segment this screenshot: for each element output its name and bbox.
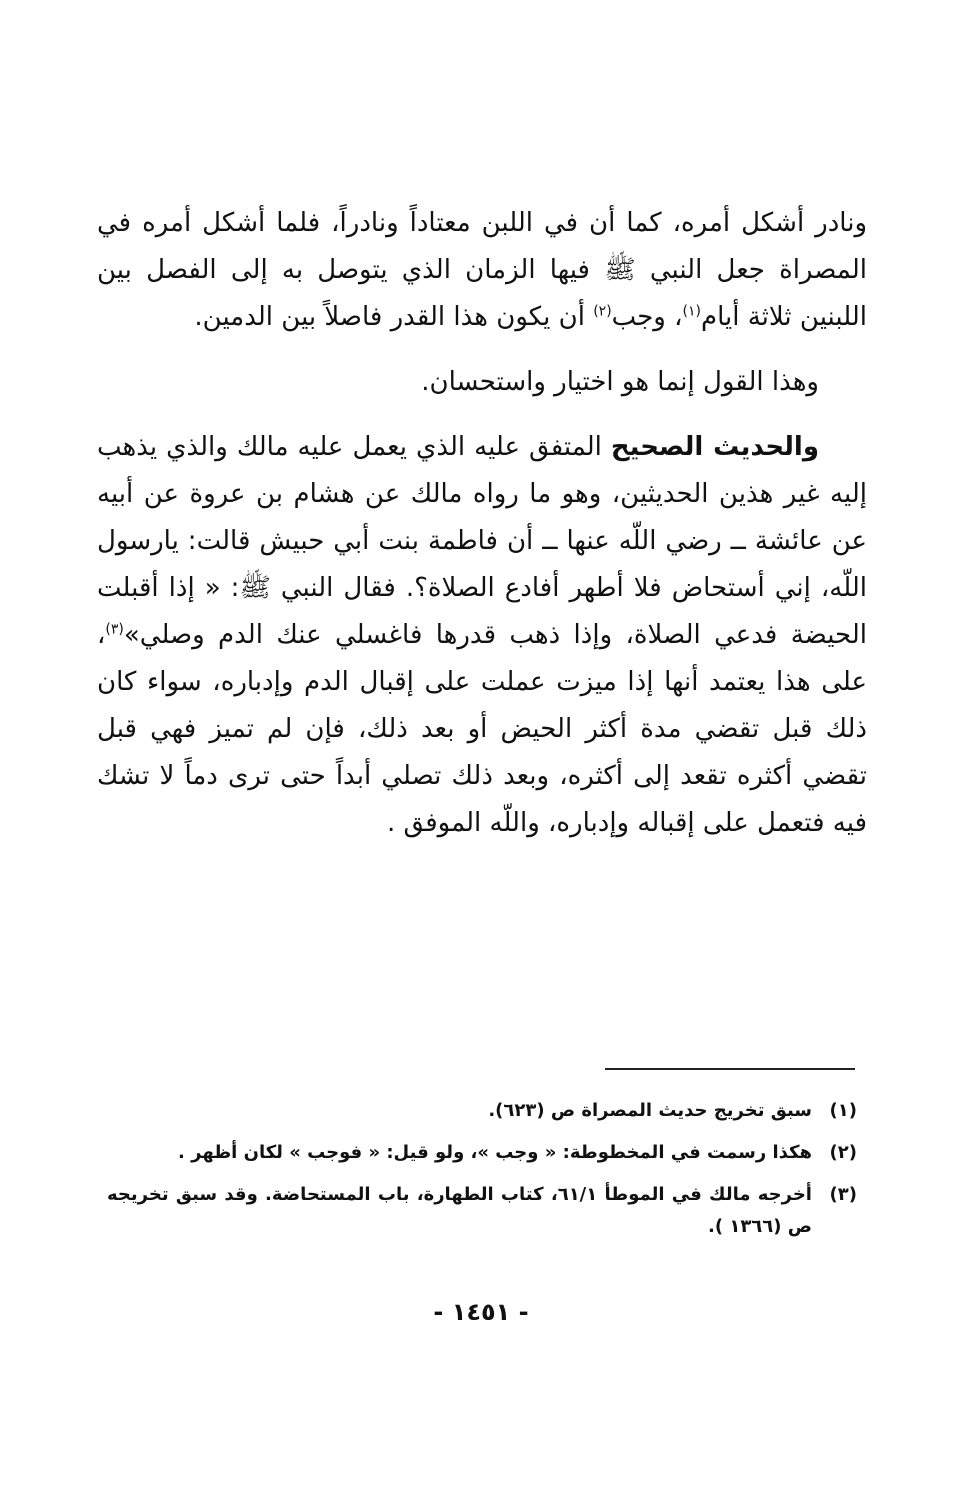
paragraph-1-mid: ، وجب bbox=[611, 302, 683, 332]
paragraph-3-text: المتفق عليه الذي يعمل عليه مالك والذي يذهب إليه غير هذين الحديثين، وهو ما رواه مالك عن هشام بن عروة عن أبيه عن عائشة ــ رضي اللّه عنها ــ أن فاطمة بنت أبي حبيش قالت: يارسول اللّه، إني أستحاض فلا أطهر أفادع الصلاة؟. فقال النبي ﷺ: « إذا أقبلت الحيضة فدعي الصلاة، وإذا ذهب قدرها فاغسلي عنك الدم وصلي» bbox=[97, 432, 867, 650]
paragraph-2 bbox=[97, 359, 867, 406]
footnote-ref-1: (١) bbox=[682, 303, 701, 320]
footnote-text: أخرجه مالك في الموطأ ٦١/١، كتاب الطهارة، باب المستحاضة. وقد سبق تخريجه ص (١٣٦٦ ). bbox=[107, 1184, 812, 1237]
paragraph-1-end: أن يكون هذا القدر فاصلاً بين الدمين. bbox=[194, 302, 594, 332]
footnote-number: (١) bbox=[829, 1100, 857, 1121]
paragraph-1 bbox=[97, 200, 867, 341]
main-text bbox=[97, 200, 867, 865]
footnote-text: هكذا رسمت في المخطوطة: « وجب »، ولو قيل: « فوجب » لكان أظهر . bbox=[178, 1142, 812, 1163]
footnote-number: (٣) bbox=[829, 1184, 857, 1205]
footnote-ref-3: (٣) bbox=[105, 621, 124, 638]
footnotes bbox=[107, 1095, 857, 1253]
footnote-number: (٢) bbox=[829, 1142, 857, 1163]
paragraph-2-text: وهذا القول إنما هو اختيار واستحسان. bbox=[421, 367, 819, 397]
footnote-2 bbox=[107, 1137, 857, 1169]
footnote-3 bbox=[107, 1179, 857, 1243]
footnote-ref-2: (٢) bbox=[593, 303, 612, 320]
footnote-separator bbox=[605, 1068, 855, 1070]
paragraph-1-text: ونادر أشكل أمره، كما أن في اللبن معتاداً ونادراً، فلما أشكل أمره في المصراة جعل النبي ﷺ فيها الزمان الذي يتوصل به إلى الفصل بين اللبنين ثلاثة أيام bbox=[97, 208, 867, 332]
footnote-text: سبق تخريج حديث المصراة ص (٦٢٣). bbox=[488, 1100, 812, 1121]
paragraph-3-end: ، على هذا يعتمد أنها إذا ميزت عملت على إقبال الدم وإدباره، سواء كان ذلك قبل تقضي مدة أكثر الحيض أو بعد ذلك، فإن لم تميز فهي قبل تقضي أكثره تقعد إلى أكثره، وبعد ذلك تصلي أبداً حتى ترى دماً لا تشك فيه فتعمل على إقباله وإدباره، واللّه الموفق . bbox=[97, 620, 867, 838]
page-number: - ١٤٥١ - bbox=[433, 1298, 529, 1326]
footnote-1 bbox=[107, 1095, 857, 1127]
paragraph-3 bbox=[97, 424, 867, 847]
paragraph-3-lead: والحديث الصحيح bbox=[610, 432, 819, 462]
